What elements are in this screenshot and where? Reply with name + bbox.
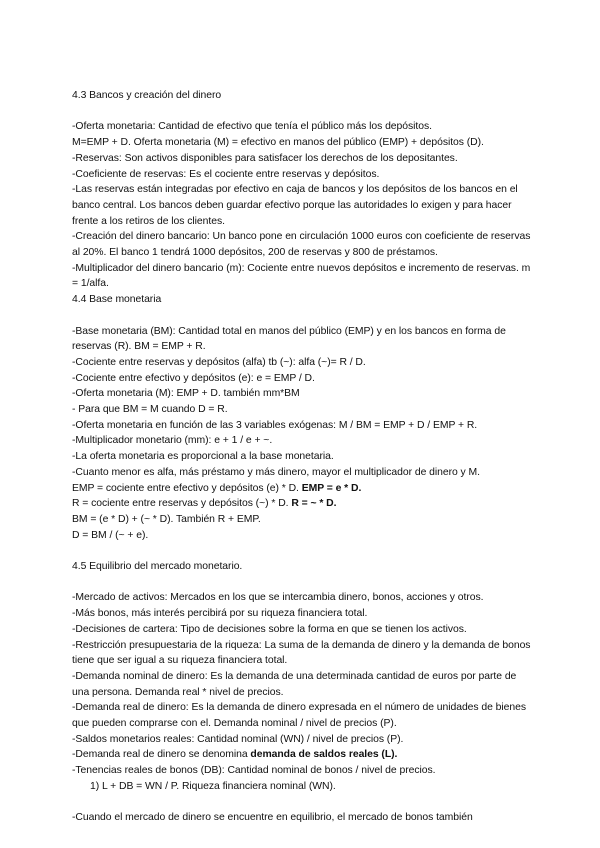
paragraph: -Oferta monetaria (M): EMP + D. también mm*BM <box>72 388 300 400</box>
paragraph: -Creación del dinero bancario: Un banco pone en circulación 1000 euros con coeficiente de reservas al 20%. El banco 1 tendrá 1000 depósitos, 200 de reservas y 800 de préstamos. <box>72 231 531 259</box>
paragraph: -Multiplicador del dinero bancario (m): Cociente entre nuevos depósitos e incremento de reservas. m = 1/alfa. <box>72 262 531 290</box>
paragraph: -Demanda nominal de dinero: Es la demanda de una determinada cantidad de euros por parte de una persona. Demanda real * nivel de precios. <box>72 670 517 698</box>
paragraph: -Tenencias reales de bonos (DB): Cantidad nominal de bonos / nivel de precios. <box>72 765 436 777</box>
paragraph: -Más bonos, más interés percibirá por su riqueza financiera total. <box>72 608 368 620</box>
paragraph: -Restricción presupuestaria de la riqueza: La suma de la demanda de dinero y la demanda de bonos tiene que ser igual a su riqueza financiera total. <box>72 639 531 667</box>
real-demand-bold: demanda de saldos reales (L). <box>250 749 398 761</box>
real-demand-line <box>72 747 532 763</box>
section-4-4-title: 4.4 Base monetaria <box>72 294 162 306</box>
paragraph: -Base monetaria (BM): Cantidad total en manos del público (EMP) y en los bancos en forma de reservas (R). BM = EMP + R. <box>72 325 506 353</box>
paragraph: - Para que BM = M cuando D = R. <box>72 404 228 416</box>
paragraph: -Decisiones de cartera: Tipo de decisiones sobre la forma en que se tienen los activos. <box>72 623 467 635</box>
emp-formula-text: EMP = cociente entre efectivo y depósitos (e) * D. <box>72 482 299 494</box>
real-demand-text: -Demanda real de dinero se denomina <box>72 749 251 761</box>
bm-formula-line: BM = (e * D) + (~ * D). También R + EMP. <box>72 513 261 525</box>
paragraph: -Cuanto menor es alfa, más préstamo y más dinero, mayor el multiplicador de dinero y M. <box>72 466 480 478</box>
paragraph: -Oferta monetaria en función de las 3 variables exógenas: M / BM = EMP + D / EMP + R. <box>72 419 478 431</box>
document-body <box>72 88 532 826</box>
paragraph: M=EMP + D. Oferta monetaria (M) = efectivo en manos del público (EMP) + depósitos (D). <box>72 137 484 149</box>
r-formula-text: R = cociente entre reservas y depósitos (~) * D. <box>72 498 289 510</box>
paragraph: -Oferta monetaria: Cantidad de efectivo que tenía el público más los depósitos. <box>72 121 432 133</box>
r-formula-line <box>72 496 532 512</box>
d-formula-line: D = BM / (~ + e). <box>72 529 149 541</box>
numbered-list <box>72 779 532 795</box>
paragraph: -Cociente entre reservas y depósitos (alfa) tb (~): alfa (~)= R / D. <box>72 356 366 368</box>
emp-formula-bold: EMP = e * D. <box>301 482 362 494</box>
paragraph: -Coeficiente de reservas: Es el cociente entre reservas y depósitos. <box>72 168 380 180</box>
r-formula-bold: R = ~ * D. <box>291 498 337 510</box>
section-4-5-title: 4.5 Equilibrio del mercado monetario. <box>72 561 243 573</box>
emp-formula-line <box>72 481 532 497</box>
paragraph: -La oferta monetaria es proporcional a la base monetaria. <box>72 451 334 463</box>
paragraph: -Multiplicador monetario (mm): e + 1 / e + ~. <box>72 435 273 447</box>
paragraph: -Las reservas están integradas por efectivo en caja de bancos y los depósitos de los bancos en el banco central. Los bancos deben guardar efectivo porque las autoridades lo exigen y para hacer frente a los retiros de los clientes. <box>72 184 518 227</box>
paragraph: -Mercado de activos: Mercados en los que se intercambia dinero, bonos, acciones y otros. <box>72 592 484 604</box>
paragraph: -Reservas: Son activos disponibles para satisfacer los derechos de los depositantes. <box>72 152 458 164</box>
list-item: 1) L + DB = WN / P. Riqueza financiera nominal (WN). <box>90 780 336 792</box>
paragraph: -Cociente entre efectivo y depósitos (e): e = EMP / D. <box>72 372 315 384</box>
paragraph: -Cuando el mercado de dinero se encuentre en equilibrio, el mercado de bonos también <box>72 812 473 824</box>
paragraph: -Saldos monetarios reales: Cantidad nominal (WN) / nivel de precios (P). <box>72 733 404 745</box>
section-4-3-title: 4.3 Bancos y creación del dinero <box>72 90 222 101</box>
paragraph: -Demanda real de dinero: Es la demanda de dinero expresada en el número de unidades de bienes que pueden comprarse con el. Demanda nominal / nivel de precios (P). <box>72 702 527 730</box>
